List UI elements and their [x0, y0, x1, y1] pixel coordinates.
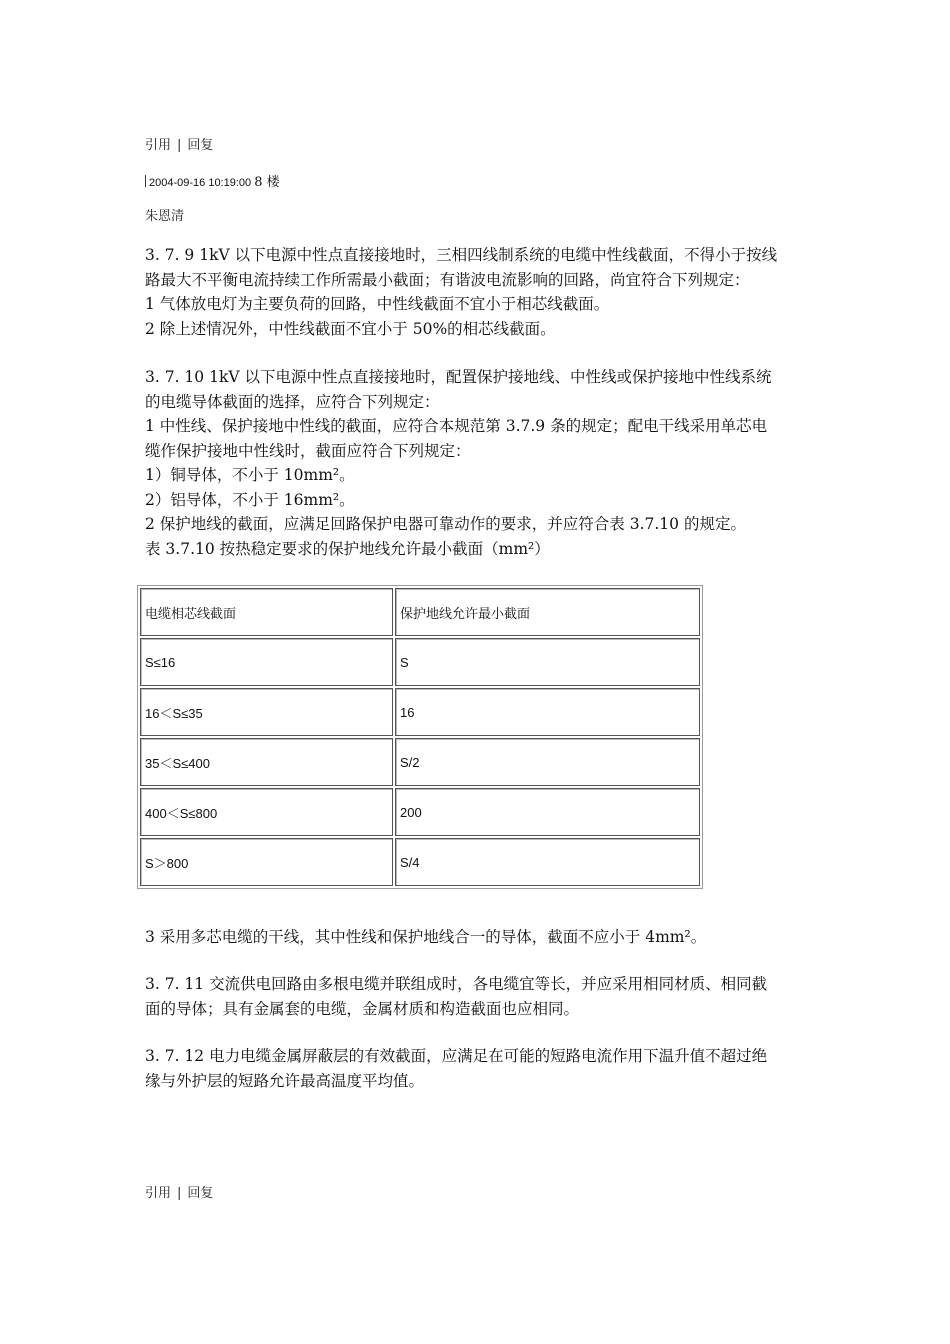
table-caption: 表 3.7.10 按热稳定要求的保护地线允许最小截面（mm²）: [145, 539, 550, 558]
table-header-row: [140, 588, 700, 636]
protective-conductor-table: [137, 585, 703, 889]
post-meta: [145, 171, 280, 190]
top-action-links: [145, 134, 213, 153]
text-line: 2 保护地线的截面，应满足回路保护电器可靠动作的要求，并应符合表 3.7.10 的规定。: [145, 515, 746, 533]
text-line: 3. 7. 12 电力电缆金属屏蔽层的有效截面，应满足在可能的短路电流作用下温升值不超过绝: [145, 1047, 768, 1065]
text-line: 路最大不平衡电流持续工作所需最小截面；有谐波电流影响的回路，尚宜符合下列规定：: [145, 270, 750, 289]
quote-link[interactable]: 引用: [145, 1186, 172, 1201]
link-separator: |: [177, 1186, 182, 1201]
post-author: 朱恩清: [145, 209, 185, 224]
text-line: 3 采用多芯电缆的干线，其中性线和保护地线合一的导体，截面不应小于 4mm²。: [145, 928, 707, 946]
text-line: 面的导体；具有金属套的电缆，金属材质和构造截面也应相同。: [145, 999, 580, 1018]
table-cell: 16＜S≤35: [140, 688, 393, 736]
meta-divider: [145, 175, 146, 187]
table-cell: S/2: [395, 738, 700, 786]
clause-3-7-9: [145, 243, 815, 341]
post-floor: 8 楼: [254, 175, 280, 190]
reply-link[interactable]: 回复: [187, 138, 214, 153]
table-cell: 200: [395, 788, 700, 836]
header-cell-phase-section: 电缆相芯线截面: [140, 588, 393, 636]
table-cell: S: [395, 638, 700, 686]
quote-link[interactable]: 引用: [145, 138, 172, 153]
table-cell: S/4: [395, 838, 700, 886]
text-line: 缆作保护接地中性线时，截面应符合下列规定：: [145, 441, 471, 460]
table-row: [140, 688, 700, 736]
reply-link[interactable]: 回复: [187, 1186, 214, 1201]
bottom-action-links: [145, 1182, 213, 1201]
table-row: [140, 788, 700, 836]
clause-3-7-12: [145, 1044, 815, 1093]
text-line: 3. 7. 11 交流供电回路由多根电缆并联组成时，各电缆宜等长，并应采用相同材质、相同截: [145, 975, 768, 993]
table-cell: 35＜S≤400: [140, 738, 393, 786]
text-line: 2 除上述情况外，中性线截面不宜小于 50%的相芯线截面。: [145, 319, 556, 338]
table-cell: 400＜S≤800: [140, 788, 393, 836]
post-datetime: 2004-09-16 10:19:00: [149, 177, 252, 189]
link-separator: |: [177, 138, 182, 153]
table-row: [140, 738, 700, 786]
clause-3-7-10: [145, 365, 815, 561]
table-row: [140, 838, 700, 886]
table-cell: S＞800: [140, 838, 393, 886]
text-line: 1）铜导体，不小于 10mm²。: [145, 466, 355, 484]
table-cell: 16: [395, 688, 700, 736]
header-cell-min-section: 保护地线允许最小截面: [395, 588, 700, 636]
table-cell: S≤16: [140, 638, 393, 686]
text-line: 1 气体放电灯为主要负荷的回路，中性线截面不宜小于相芯线截面。: [145, 295, 610, 313]
clause-3-7-11: [145, 972, 815, 1021]
text-line: 2）铝导体，不小于 16mm²。: [145, 490, 355, 509]
table-row: [140, 638, 700, 686]
text-line: 的电缆导体截面的选择，应符合下列规定：: [145, 392, 440, 411]
text-line: 1 中性线、保护接地中性线的截面，应符合本规范第 3.7.9 条的规定；配电干线采用单芯电: [145, 417, 768, 435]
text-line: 3. 7. 9 1kV 以下电源中性点直接接地时，三相四线制系统的电缆中性线截面，不得小于按线: [145, 246, 778, 264]
text-line: 3. 7. 10 1kV 以下电源中性点直接接地时，配置保护接地线、中性线或保护接地中性线系统: [145, 368, 772, 386]
text-line: 缘与外护层的短路允许最高温度平均值。: [145, 1071, 425, 1090]
clause-3-item: [145, 925, 815, 950]
